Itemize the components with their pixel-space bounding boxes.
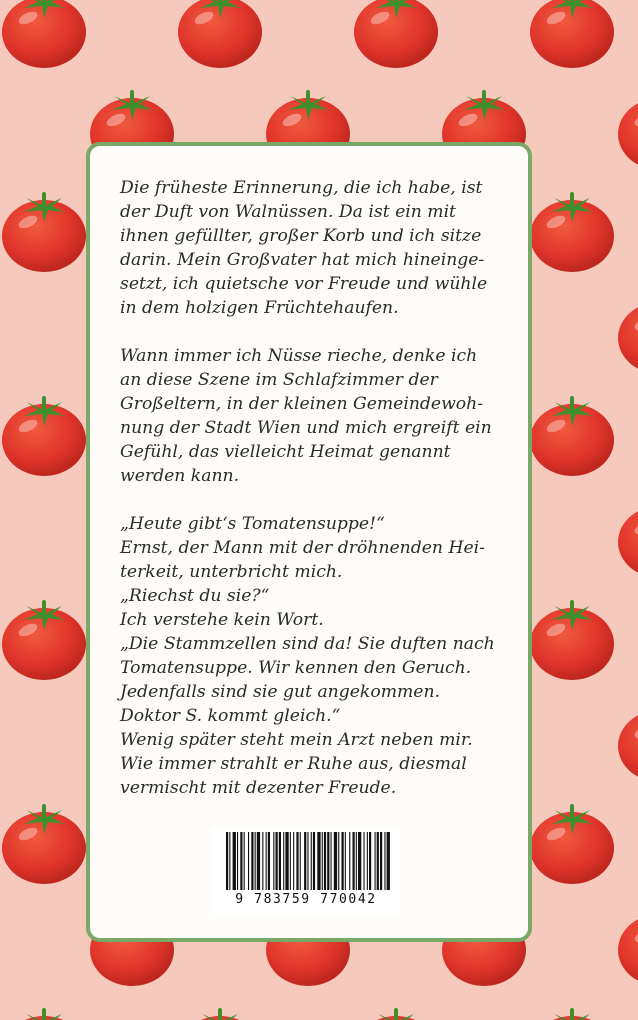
text-line: Wie immer strahlt er Ruhe aus, diesmal [120, 754, 467, 774]
tomato-icon [354, 1008, 438, 1020]
barcode-bar [255, 832, 256, 890]
tomato-icon [530, 396, 614, 476]
barcode-bar [369, 832, 371, 890]
barcode-bar [353, 832, 355, 890]
tomato-icon [530, 600, 614, 680]
tomato-icon [530, 192, 614, 272]
text-line: setzt, ich quietsche vor Freude und wühle [120, 274, 488, 294]
back-cover-text-panel [86, 142, 532, 942]
tomato-icon [178, 0, 262, 68]
text-line: „Riechst du sie?“ [120, 586, 270, 606]
barcode-bar [331, 832, 332, 890]
tomato-icon [2, 600, 86, 680]
tomato-icon [530, 804, 614, 884]
text-line: terkeit, unterbricht mich. [120, 562, 343, 582]
tomato-icon [2, 804, 86, 884]
barcode-bar [367, 832, 368, 890]
text-line: Großeltern, in der kleinen Gemeindewoh- [120, 394, 484, 414]
text-line: an diese Szene im Schlafzimmer der [120, 370, 438, 390]
text-line: Tomatensuppe. Wir kennen den Geruch. [120, 658, 472, 678]
barcode-bar [293, 832, 294, 890]
tomato-icon [178, 1008, 262, 1020]
barcode-bar [279, 832, 281, 890]
tomato-icon [618, 498, 638, 578]
text-line: Wenig später steht mein Arzt neben mir. [120, 730, 473, 750]
barcode-bar [285, 832, 288, 890]
text-line: vermischt mit dezenter Freude. [120, 778, 397, 798]
text-line: in dem holzigen Früchtehaufen. [120, 298, 399, 318]
text-line: darin. Mein Großvater hat mich hineinge- [120, 250, 485, 270]
barcode-bar [266, 832, 267, 890]
barcode-bar [342, 832, 344, 890]
barcode-bar [324, 832, 326, 890]
barcode-bar [317, 832, 320, 890]
text-line: Ernst, der Mann mit der dröhnenden Hei- [120, 538, 485, 558]
isbn-number: 9 783759 770042 [235, 892, 377, 907]
text-line: Gefühl, das vielleicht Heimat genannt [120, 442, 451, 462]
barcode-bar [384, 832, 385, 890]
barcode-bar [304, 832, 306, 890]
paragraph-2 [120, 344, 510, 488]
barcode-bar [229, 832, 230, 890]
tomato-icon [2, 1008, 86, 1020]
text-line: ihnen gefüllter, großer Korb und ich sitze [120, 226, 482, 246]
barcode-bar [345, 832, 346, 890]
barcode-bar [358, 832, 361, 890]
tomato-icon [2, 396, 86, 476]
barcode-bar [283, 832, 284, 890]
blurb-text [120, 176, 510, 824]
barcode-bar [290, 832, 291, 890]
tomato-icon [354, 0, 438, 68]
barcode-bar [273, 832, 274, 890]
barcode-bars [212, 828, 400, 892]
barcode-bar [327, 832, 329, 890]
tomato-icon [530, 0, 614, 68]
barcode-bar [296, 832, 298, 890]
text-line: der Duft von Walnüssen. Da ist ein mit [120, 202, 456, 222]
barcode-bar [322, 832, 323, 890]
barcode-bar [364, 832, 365, 890]
isbn-barcode [212, 828, 400, 914]
text-line: werden kann. [120, 466, 240, 486]
barcode-bar [257, 832, 260, 890]
text-line: Wann immer ich Nüsse rieche, denke ich [120, 346, 478, 366]
barcode-bar [276, 832, 278, 890]
barcode-bar [237, 832, 238, 890]
text-line: „Die Stammzellen sind da! Sie duften nach [120, 634, 495, 654]
barcode-bar [244, 832, 245, 890]
tomato-icon [618, 90, 638, 170]
barcode-bar [233, 832, 236, 890]
barcode-bar [251, 832, 253, 890]
tomato-icon [618, 702, 638, 782]
barcode-bar [356, 832, 357, 890]
tomato-icon [2, 192, 86, 272]
barcode-bar [377, 832, 379, 890]
barcode-bar [313, 832, 315, 890]
barcode-bar [262, 832, 263, 890]
barcode-bar [307, 832, 308, 890]
paragraph-3 [120, 512, 510, 800]
barcode-bar [349, 832, 350, 890]
barcode-bar [311, 832, 312, 890]
paragraph-1 [120, 176, 510, 320]
barcode-bar [226, 832, 228, 890]
barcode-bar [240, 832, 242, 890]
text-line: Ich verstehe kein Wort. [120, 610, 324, 630]
text-line: Die früheste Erinnerung, die ich habe, ist [120, 178, 483, 198]
barcode-bar [375, 832, 376, 890]
barcode-bar [387, 832, 390, 890]
barcode-bar [380, 832, 382, 890]
text-line: Jedenfalls sind sie gut angekommen. [120, 682, 440, 702]
barcode-bar [248, 832, 249, 890]
barcode-bar [334, 832, 337, 890]
tomato-icon [2, 0, 86, 68]
tomato-icon [618, 294, 638, 374]
barcode-bar [338, 832, 339, 890]
barcode-bar [268, 832, 270, 890]
text-line: Doktor S. kommt gleich.“ [120, 706, 341, 726]
tomato-icon [530, 1008, 614, 1020]
tomato-icon [618, 906, 638, 986]
text-line: nung der Stadt Wien und mich ergreift ein [120, 418, 492, 438]
barcode-bar [300, 832, 301, 890]
text-line: „Heute gibt‘s Tomatensuppe!“ [120, 514, 385, 534]
